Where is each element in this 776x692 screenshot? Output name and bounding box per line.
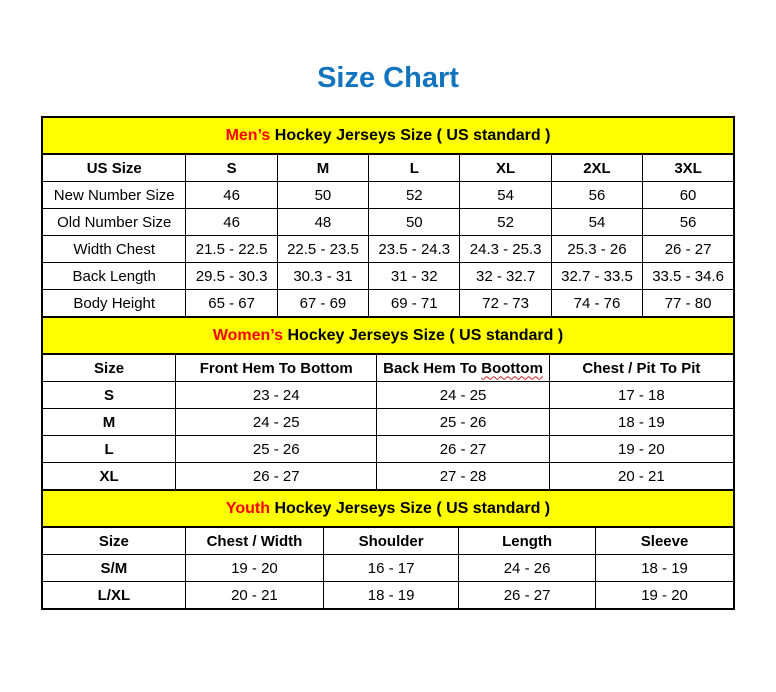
size-value: 27 - 28 [377, 463, 549, 491]
size-value: 56 [551, 182, 642, 209]
size-value: 18 - 19 [324, 582, 459, 610]
size-chart [41, 116, 735, 610]
size-value: 26 - 27 [176, 463, 377, 491]
mens-size-table [41, 116, 735, 318]
row-label: Body Height [42, 290, 186, 318]
column-header: S [186, 154, 277, 182]
row-label: Old Number Size [42, 209, 186, 236]
table-row [42, 290, 734, 318]
column-header: Back Hem To Boottom [377, 354, 549, 382]
misspelled-word: Boottom [481, 359, 543, 377]
size-value: 16 - 17 [324, 555, 459, 582]
column-header: XL [460, 154, 551, 182]
size-value: 24 - 26 [459, 555, 596, 582]
column-header: 2XL [551, 154, 642, 182]
size-value: 25.3 - 26 [551, 236, 642, 263]
table-row [42, 263, 734, 290]
row-label: S [42, 382, 176, 409]
table-row [42, 463, 734, 491]
size-value: 74 - 76 [551, 290, 642, 318]
womens-column-header-row [42, 354, 734, 382]
size-value: 20 - 21 [549, 463, 734, 491]
table-row [42, 382, 734, 409]
column-header: Shoulder [324, 527, 459, 555]
row-label: Width Chest [42, 236, 186, 263]
size-value: 24 - 25 [377, 382, 549, 409]
size-value: 21.5 - 22.5 [186, 236, 277, 263]
column-header: Chest / Width [185, 527, 323, 555]
size-value: 60 [643, 182, 734, 209]
size-value: 24 - 25 [176, 409, 377, 436]
youth-banner-row [42, 490, 734, 527]
size-value: 52 [460, 209, 551, 236]
row-label: New Number Size [42, 182, 186, 209]
table-row [42, 236, 734, 263]
row-label: L [42, 436, 176, 463]
size-value: 50 [369, 209, 460, 236]
size-value: 25 - 26 [176, 436, 377, 463]
column-header: Length [459, 527, 596, 555]
banner-highlight-text: Women’s [212, 326, 284, 344]
size-value: 46 [186, 182, 277, 209]
mens-banner [42, 117, 734, 154]
column-header: US Size [42, 154, 186, 182]
column-header: Size [42, 527, 185, 555]
column-header: Size [42, 354, 176, 382]
size-value: 20 - 21 [185, 582, 323, 610]
size-value: 72 - 73 [460, 290, 551, 318]
size-value: 32 - 32.7 [460, 263, 551, 290]
size-value: 18 - 19 [596, 555, 734, 582]
size-value: 54 [551, 209, 642, 236]
column-header: Sleeve [596, 527, 734, 555]
youth-size-table [41, 489, 735, 610]
womens-size-table [41, 316, 735, 491]
youth-banner [42, 490, 734, 527]
womens-banner-row [42, 317, 734, 354]
size-value: 18 - 19 [549, 409, 734, 436]
row-label: S/M [42, 555, 185, 582]
size-value: 65 - 67 [186, 290, 277, 318]
banner-text: Hockey Jerseys Size ( US standard ) [270, 126, 551, 144]
youth-column-header-row [42, 527, 734, 555]
banner-highlight-text: Youth [225, 499, 270, 517]
row-label: Back Length [42, 263, 186, 290]
size-value: 50 [277, 182, 368, 209]
row-label: M [42, 409, 176, 436]
size-value: 56 [643, 209, 734, 236]
row-label: L/XL [42, 582, 185, 610]
size-value: 67 - 69 [277, 290, 368, 318]
size-value: 32.7 - 33.5 [551, 263, 642, 290]
table-row [42, 436, 734, 463]
size-value: 19 - 20 [185, 555, 323, 582]
page-title: Size Chart [317, 62, 459, 94]
size-value: 23 - 24 [176, 382, 377, 409]
banner-text: Hockey Jerseys Size ( US standard ) [270, 499, 551, 517]
size-value: 17 - 18 [549, 382, 734, 409]
size-value: 26 - 27 [643, 236, 734, 263]
column-header: Chest / Pit To Pit [549, 354, 734, 382]
size-value: 23.5 - 24.3 [369, 236, 460, 263]
column-header: M [277, 154, 368, 182]
column-header: 3XL [643, 154, 734, 182]
size-value: 33.5 - 34.6 [643, 263, 734, 290]
size-value: 77 - 80 [643, 290, 734, 318]
column-header: L [369, 154, 460, 182]
size-value: 69 - 71 [369, 290, 460, 318]
table-row [42, 409, 734, 436]
size-value: 52 [369, 182, 460, 209]
womens-banner [42, 317, 734, 354]
banner-text: Hockey Jerseys Size ( US standard ) [283, 326, 564, 344]
table-row [42, 209, 734, 236]
mens-banner-row [42, 117, 734, 154]
size-value: 46 [186, 209, 277, 236]
size-value: 54 [460, 182, 551, 209]
size-value: 19 - 20 [596, 582, 734, 610]
size-value: 30.3 - 31 [277, 263, 368, 290]
size-value: 22.5 - 23.5 [277, 236, 368, 263]
size-value: 25 - 26 [377, 409, 549, 436]
size-value: 19 - 20 [549, 436, 734, 463]
size-value: 29.5 - 30.3 [186, 263, 277, 290]
mens-column-header-row [42, 154, 734, 182]
size-value: 31 - 32 [369, 263, 460, 290]
size-value: 26 - 27 [459, 582, 596, 610]
column-header: Front Hem To Bottom [176, 354, 377, 382]
table-row [42, 182, 734, 209]
size-value: 26 - 27 [377, 436, 549, 463]
size-value: 48 [277, 209, 368, 236]
banner-highlight-text: Men’s [225, 126, 271, 144]
table-row [42, 582, 734, 610]
row-label: XL [42, 463, 176, 491]
table-row [42, 555, 734, 582]
size-value: 24.3 - 25.3 [460, 236, 551, 263]
